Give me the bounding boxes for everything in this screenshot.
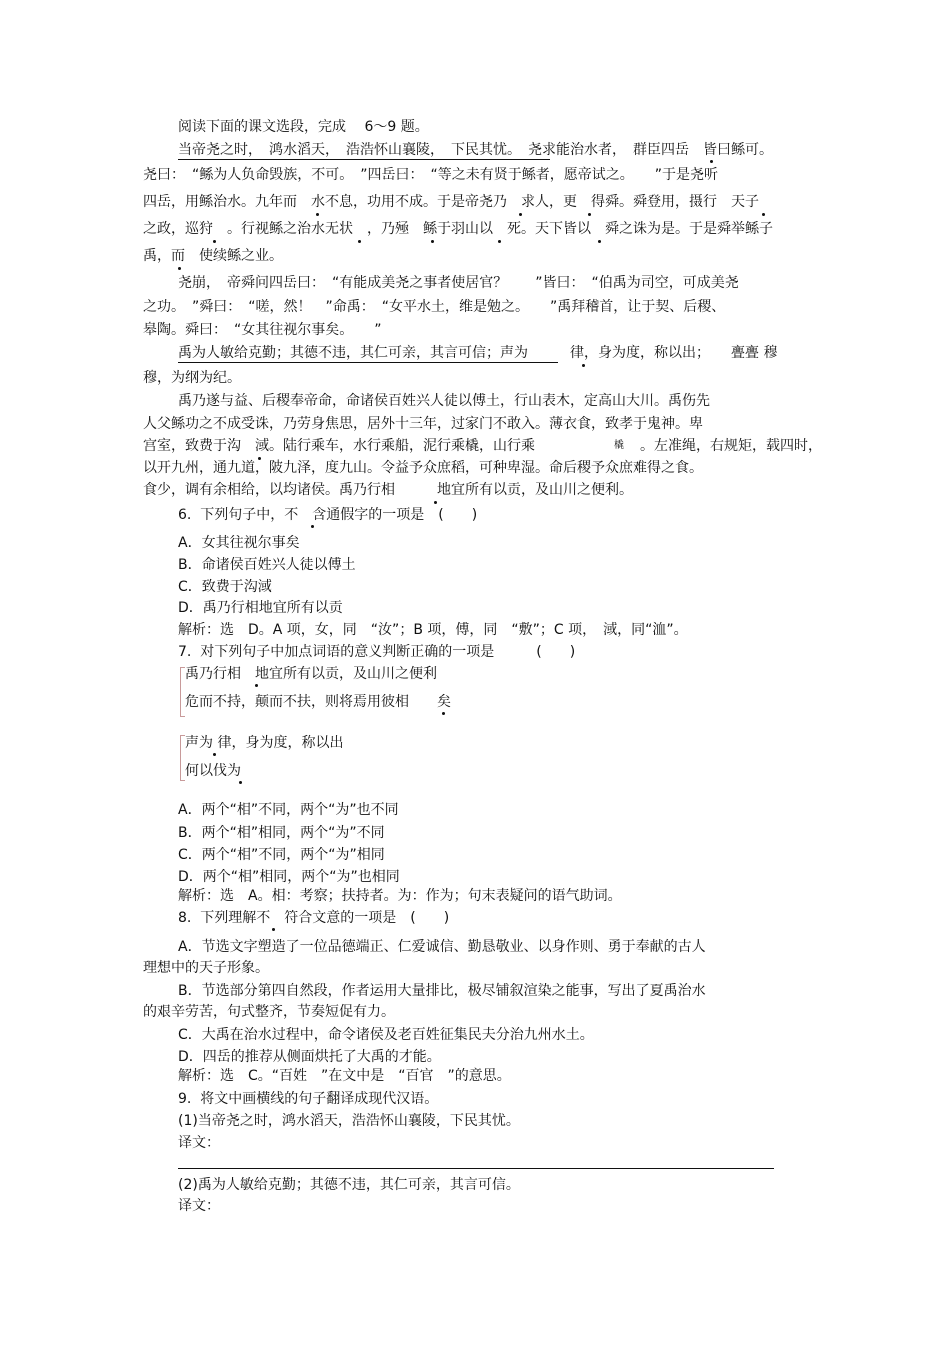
translation-label: 译文： — [178, 1198, 220, 1214]
emphasis-dot — [710, 160, 713, 163]
emphasis-dot — [598, 240, 601, 243]
emphasis-dot — [582, 364, 585, 367]
passage-line: 食少，调有余相给，以均诸侯。禹乃行相 地宜所有以贡，及山川之便利。 — [143, 482, 633, 498]
passage-line: 之政，巡狩 。行视鲧之治水无状 ，乃殛 鲧于羽山以 死。天下皆以 舜之诛为是。于是舜举鲧子 — [143, 221, 773, 237]
example-sentence: 禹乃行相 地宜所有以贡，及山川之便利 — [185, 666, 437, 682]
passage-line: 之功。 ”舜曰： “嗟，然！ ”命禹： “女平水土，维是勉之。 ”禹拜稽首，让于契、后稷、 — [143, 299, 726, 315]
emphasis-dot — [272, 928, 275, 931]
emphasis-dot — [442, 712, 445, 715]
emphasis-dot — [498, 240, 501, 243]
option-a: A．两个“相”不同，两个“为”也不同 — [178, 802, 399, 818]
passage-line: 禹为人敏给克勤；其德不违，其仁可亲，其言可信；声为 律，身为度，称以出； 亹亹 穆 — [178, 345, 778, 361]
emphasis-dot — [358, 240, 361, 243]
emphasis-dot — [178, 267, 181, 270]
answer-analysis: 解析：选 C。“百姓 ”在文中是 “百官 ”的意思。 — [178, 1068, 511, 1084]
question-6-stem: 6. 下列句子中，不 含通假字的一项是 ( ) — [178, 507, 478, 523]
translate-item-2: (2)禹为人敏给克勤；其德不违，其仁可亲，其言可信。 — [178, 1177, 520, 1193]
emphasis-dot — [255, 684, 258, 687]
passage-line: 禹乃遂与益、后稷奉帝命，命诸侯百姓兴人徒以傅土，行山表木，定高山大川。禹伤先 — [178, 393, 710, 409]
example-sentence: 声为 律，身为度，称以出 — [185, 735, 344, 751]
emphasis-dot — [762, 213, 765, 216]
passage-line: 当帝尧之时， 鸿水滔天， 浩浩怀山襄陵， 下民其忧。 尧求能治水者， 群臣四岳 皆曰鲧可。 — [178, 142, 773, 158]
answer-analysis: 解析：选 A。相：考察；扶持者。为：作为；句末表疑问的语气助词。 — [178, 888, 622, 904]
option-b-cont: 的艰辛劳苦，句式整齐，节奏短促有力。 — [143, 1004, 395, 1020]
emphasis-dot — [311, 525, 314, 528]
option-b: B．命诸侯百姓兴人徒以傅土 — [178, 557, 356, 573]
passage-line: 人父鲧功之不成受诛，乃劳身焦思，居外十三年，过家门不敢入。薄衣食，致孝于鬼神。卑 — [143, 416, 703, 432]
instruction-line: 阅读下面的课文选段，完成 6～9 题。 — [178, 119, 429, 135]
translation-label: 译文： — [178, 1135, 220, 1151]
emphasis-dot — [258, 457, 261, 460]
answer-line[interactable] — [178, 1168, 774, 1169]
small-glyph: 橇 — [614, 440, 624, 451]
option-c: C．大禹在治水过程中，命令诸侯及老百姓征集民夫分治九州水土。 — [178, 1027, 594, 1043]
emphasis-dot — [239, 781, 242, 784]
underline — [178, 362, 558, 363]
option-d: D．四岳的推荐从侧面烘托了大禹的才能。 — [178, 1049, 441, 1065]
option-b: B．两个“相”相同，两个“为”不同 — [178, 825, 385, 841]
emphasis-dot — [519, 213, 522, 216]
option-c: C．两个“相”不同，两个“为”相同 — [178, 847, 385, 863]
passage-line: 宫室，致费于沟 淢。陆行乘车，水行乘船，泥行乘橇，山行乘 — [143, 438, 563, 454]
question-7-stem: 7. 对下列句子中加点词语的意义判断正确的一项是 ( ) — [178, 644, 576, 660]
passage-line: 皋陶。舜曰： “女其往视尔事矣。 ” — [143, 322, 382, 338]
option-b: B．节选部分第四自然段，作者运用大量排比，极尽铺叙渲染之能事，写出了夏禹治水 — [178, 983, 706, 999]
passage-line: 。左准绳，右规矩，载四时， — [640, 438, 822, 454]
option-c: C．致费于沟淢 — [178, 579, 272, 595]
emphasis-dot — [213, 753, 216, 756]
passage-line: 穆，为纲为纪。 — [143, 370, 241, 386]
emphasis-dot — [431, 240, 434, 243]
underline — [178, 159, 550, 160]
question-9-stem: 9. 将文中画横线的句子翻译成现代汉语。 — [178, 1091, 439, 1107]
emphasis-dot — [588, 213, 591, 216]
question-8-stem: 8. 下列理解不 符合文意的一项是 ( ) — [178, 910, 450, 926]
translate-item-1: (1)当帝尧之时，鸿水滔天，浩浩怀山襄陵，下民其忧。 — [178, 1113, 520, 1129]
passage-line: 四岳，用鲧治水。九年而 水不息，功用不成。于是帝尧乃 求人，更 得舜。舜登用，摄行 天子 — [143, 194, 759, 210]
passage-line: 尧曰： “鲧为人负命毁族，不可。 ”四岳曰： “等之未有贤于鲧者，愿帝试之。 ”于是尧听 — [143, 167, 719, 183]
emphasis-dot — [213, 240, 216, 243]
option-d: D．两个“相”相同，两个“为”也相同 — [178, 869, 400, 885]
option-a: A．女其往视尔事矣 — [178, 535, 300, 551]
example-sentence: 何以伐为 — [185, 763, 241, 779]
option-d: D．禹乃行相地宜所有以贡 — [178, 600, 343, 616]
emphasis-dot — [316, 213, 319, 216]
option-a: A．节选文字塑造了一位品德端正、仁爱诚信、勤恳敬业、以身作则、勇于奉献的古人 — [178, 939, 706, 955]
answer-analysis: 解析：选 D。A 项，女，同 “汝”；B 项，傅，同 “敷”；C 项， 淢，同“洫”。 — [178, 622, 688, 638]
passage-line: 尧崩， 帝舜问四岳曰： “有能成美尧之事者使居官？ ”皆曰： “伯禹为司空，可成美尧 — [178, 275, 739, 291]
passage-line: 以开九州，通九道，陂九泽，度九山。令益予众庶稻，可种卑湿。命后稷予众庶难得之食。 — [143, 460, 703, 476]
option-a-cont: 理想中的天子形象。 — [143, 960, 269, 976]
passage-line: 禹，而 使续鲧之业。 — [143, 248, 283, 264]
emphasis-dot — [434, 501, 437, 504]
example-sentence: 危而不持，颠而不扶，则将焉用彼相 矣 — [185, 694, 451, 710]
